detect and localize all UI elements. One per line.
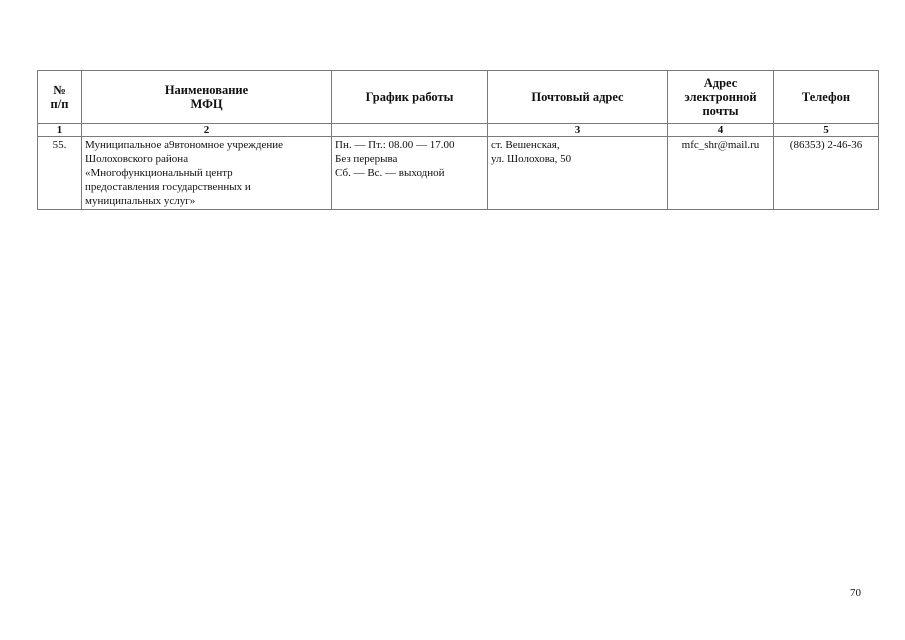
column-number: 3 bbox=[488, 124, 668, 137]
column-number: 4 bbox=[668, 124, 774, 137]
row-number: 55. bbox=[38, 137, 82, 210]
email-address: mfc_shr@mail.ru bbox=[668, 137, 774, 210]
column-number: 5 bbox=[774, 124, 879, 137]
header-schedule: График работы bbox=[332, 71, 488, 124]
header-address: Почтовый адрес bbox=[488, 71, 668, 124]
column-number bbox=[332, 124, 488, 137]
table-row bbox=[38, 137, 879, 210]
header-email: Адрес электронной почты bbox=[668, 71, 774, 124]
header-name: Наименование МФЦ bbox=[82, 71, 332, 124]
mfc-table bbox=[37, 70, 879, 210]
column-number: 1 bbox=[38, 124, 82, 137]
phone-number: (86353) 2-46-36 bbox=[774, 137, 879, 210]
column-number: 2 bbox=[82, 124, 332, 137]
column-numbers-row bbox=[38, 124, 879, 137]
header-number: № п/п bbox=[38, 71, 82, 124]
header-phone: Телефон bbox=[774, 71, 879, 124]
page-number: 70 bbox=[850, 587, 861, 599]
mfc-name: Муниципальное а9втономное учреждение Шолоховского района «Многофункциональный центр предоставления государственных и муниципальных услуг» bbox=[82, 137, 332, 210]
postal-address: ст. Вешенская, ул. Шолохова, 50 bbox=[488, 137, 668, 210]
header-row bbox=[38, 71, 879, 124]
schedule: Пн. — Пт.: 08.00 — 17.00 Без перерыва Сб. — Вс. — выходной bbox=[332, 137, 488, 210]
